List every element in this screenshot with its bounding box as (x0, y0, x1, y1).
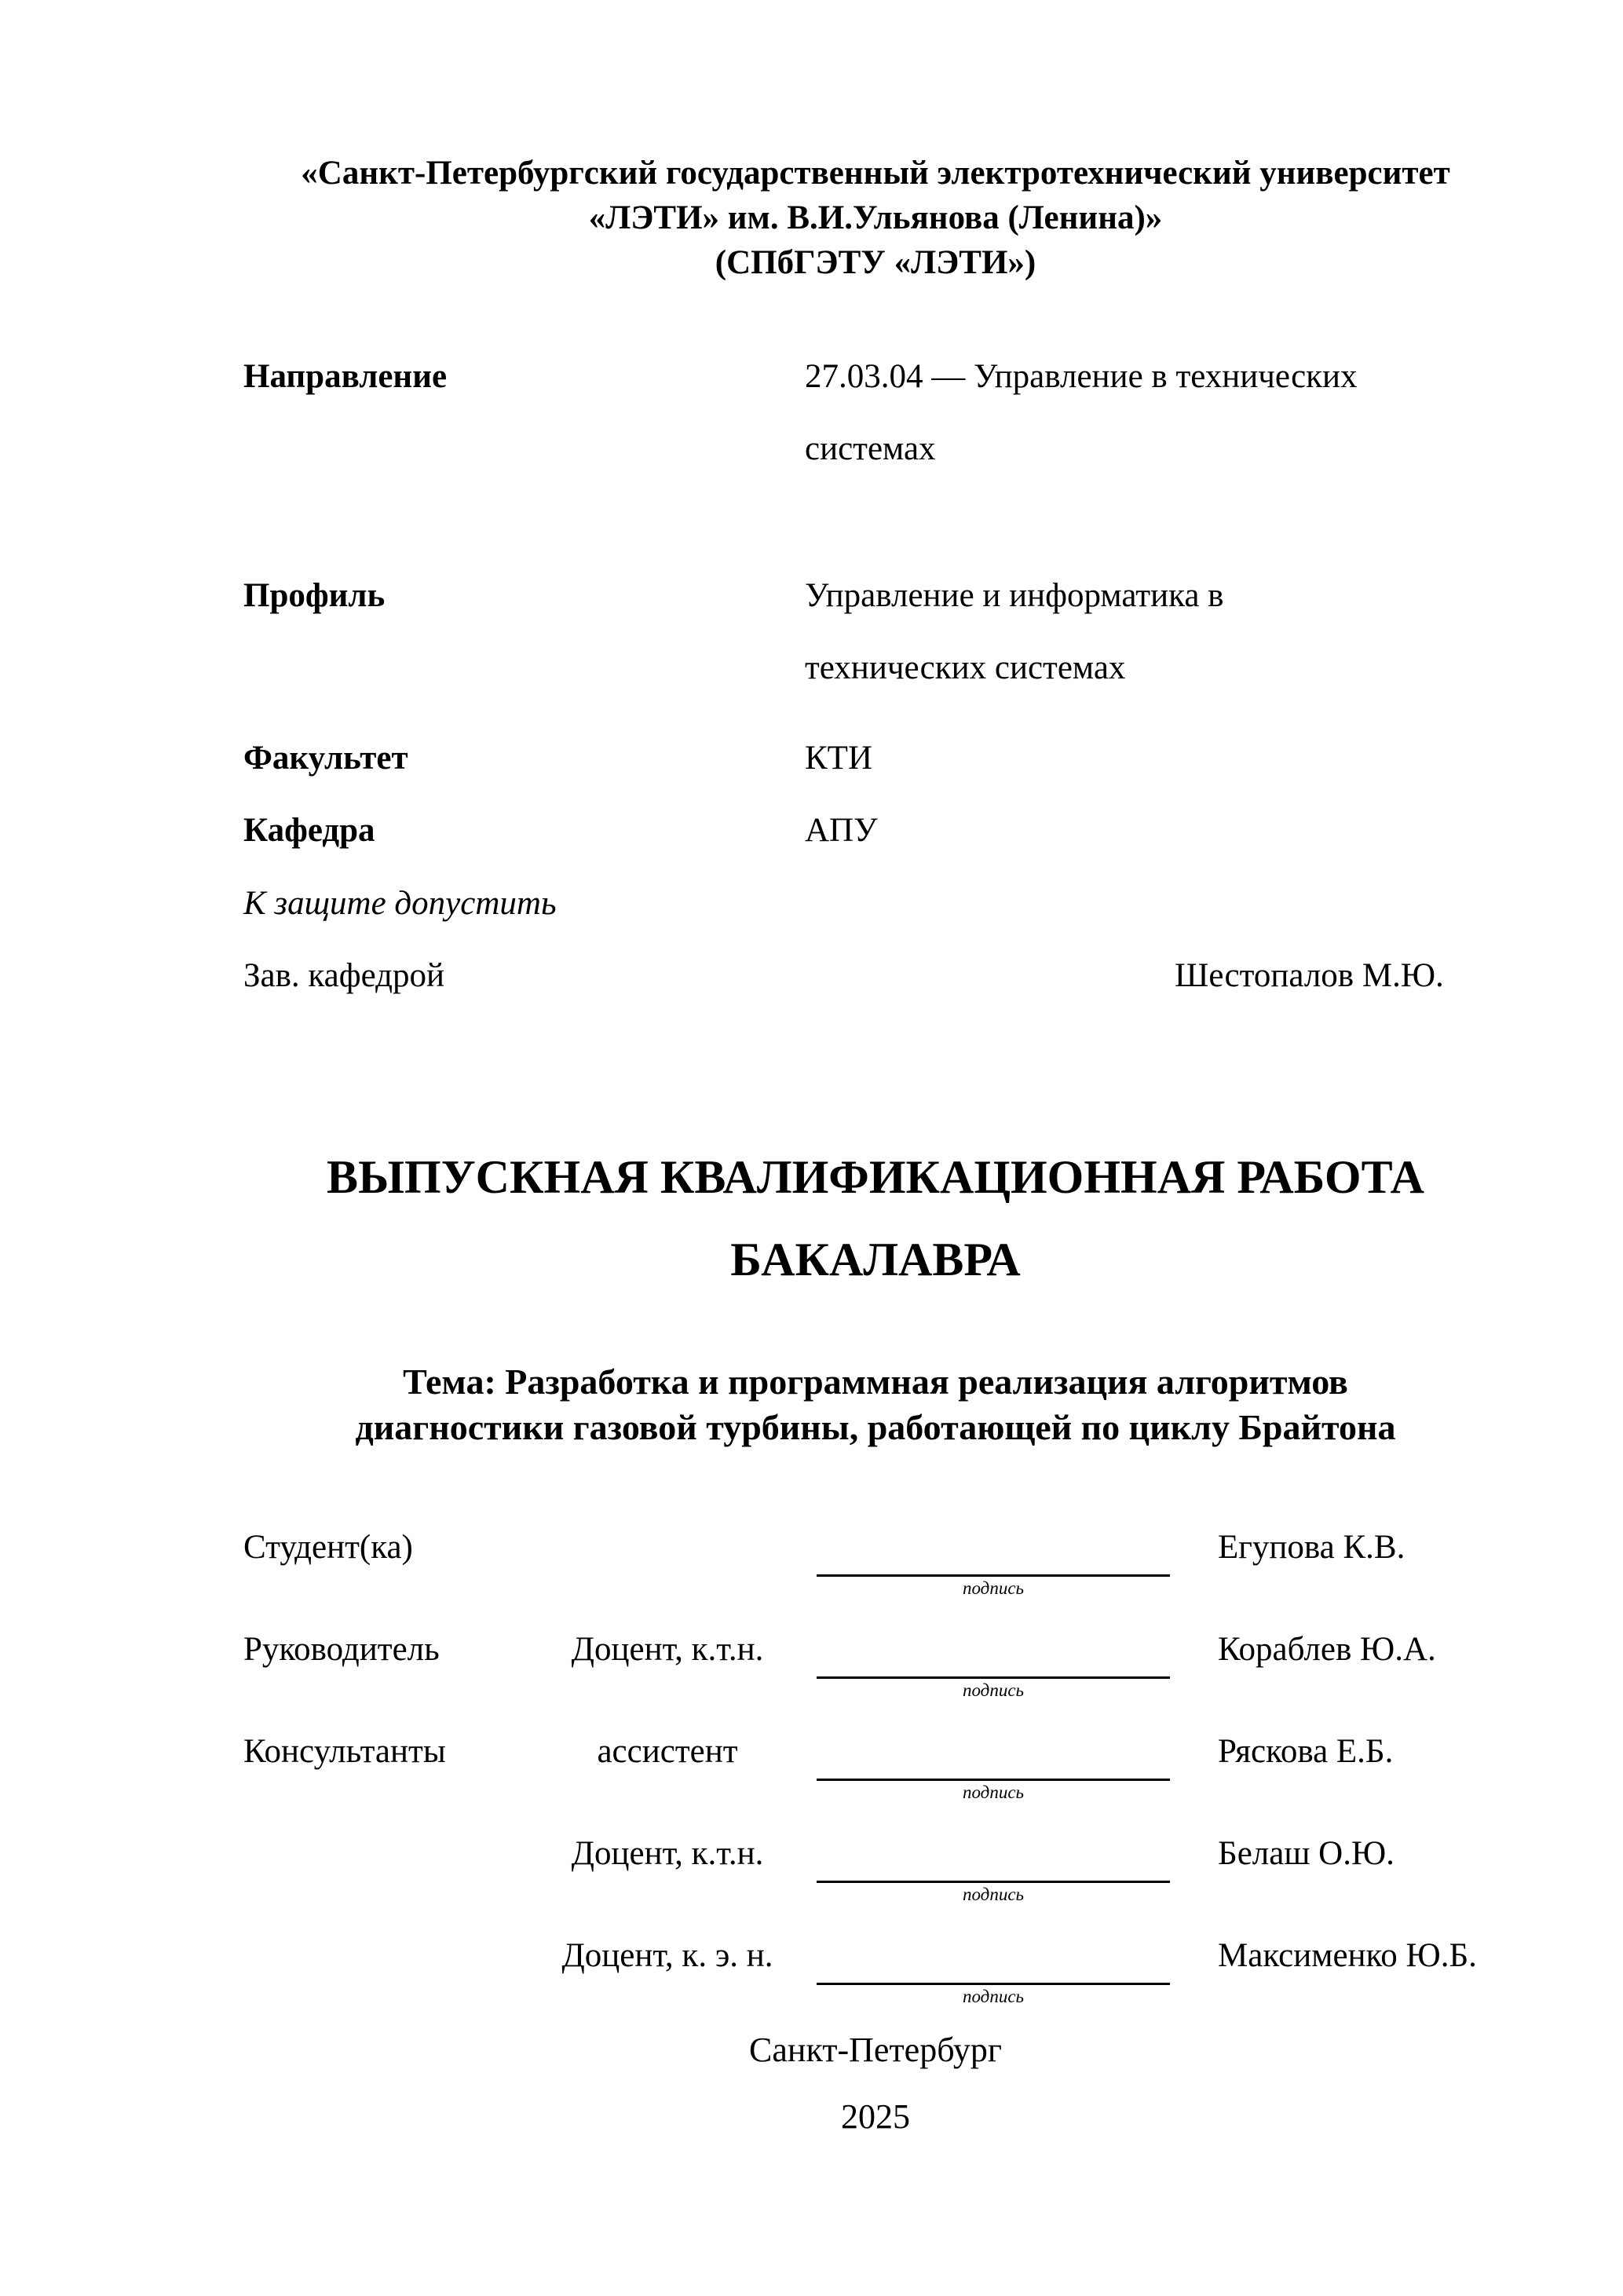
signature-name: Максименко Ю.Б. (1218, 1937, 1477, 1974)
thesis-topic-line-2: диагностики газовой турбины, работающей по циклу Брайтона (355, 1407, 1396, 1447)
signature-degree: Доцент, к. э. н. (561, 1937, 773, 1974)
content-area (243, 0, 1508, 2296)
signature-caption: подпись (962, 1885, 1024, 1904)
field-value-profile-line-1: Управление и информатика в (805, 577, 1224, 614)
university-header (243, 151, 1508, 285)
university-header-line-2: «ЛЭТИ» им. В.И.Ульянова (Ленина)» (588, 199, 1163, 236)
signature-caption: подпись (962, 1782, 1024, 1802)
field-value-profile-line-2: технических системах (805, 649, 1126, 686)
signature-line (817, 1530, 1170, 1577)
field-label-faculty: Факультет (243, 740, 408, 777)
signature-degree: ассистент (597, 1733, 738, 1770)
admission-approver-name: Шестопалов М.Ю. (1175, 957, 1444, 994)
signature-field (817, 1837, 1170, 1903)
signature-degree: Доцент, к.т.н. (571, 1631, 764, 1668)
signature-row-consultant-2 (243, 1837, 1508, 1923)
signature-role: Студент(ка) (243, 1529, 413, 1566)
thesis-topic-line-1: Тема: Разработка и программная реализация алгоритмов (403, 1362, 1348, 1402)
signature-field (817, 1632, 1170, 1699)
field-value-faculty: КТИ (805, 740, 872, 777)
signature-row-supervisor (243, 1632, 1508, 1719)
admission-note: К защите допустить (243, 885, 557, 922)
signature-line (817, 1632, 1170, 1679)
signature-name: Белаш О.Ю. (1218, 1835, 1395, 1872)
signature-name: Егупова К.В. (1218, 1529, 1406, 1566)
signature-row-student (243, 1530, 1508, 1617)
university-header-line-1: «Санкт-Петербургский государственный электротехнический университет (301, 155, 1450, 192)
signature-line (817, 1735, 1170, 1781)
field-value-department: АПУ (805, 812, 878, 849)
admission-approver-label: Зав. кафедрой (243, 957, 445, 994)
field-value-direction-line-2: системах (805, 430, 936, 467)
signature-row-consultant-3 (243, 1939, 1508, 2025)
field-label-profile: Профиль (243, 577, 386, 614)
signature-line (817, 1939, 1170, 1985)
field-label-department: Кафедра (243, 812, 375, 849)
signature-degree: Доцент, к.т.н. (571, 1835, 764, 1872)
signature-role: Руководитель (243, 1631, 440, 1668)
field-label-direction: Направление (243, 358, 448, 395)
university-header-line-3: (СПбГЭТУ «ЛЭТИ») (715, 244, 1036, 281)
signature-caption: подпись (962, 1578, 1024, 1598)
signature-caption: подпись (962, 1680, 1024, 1700)
signature-name: Ряскова Е.Б. (1218, 1733, 1394, 1770)
footer-year: 2025 (841, 2097, 910, 2136)
signature-line (817, 1837, 1170, 1883)
signature-row-consultant-1 (243, 1735, 1508, 1821)
footer-city: Санкт-Петербург (749, 2031, 1002, 2069)
signature-field (817, 1530, 1170, 1597)
thesis-title-line-1: ВЫПУСКНАЯ КВАЛИФИКАЦИОННАЯ РАБОТА (327, 1151, 1424, 1203)
signature-role: Консультанты (243, 1733, 446, 1770)
signature-field (817, 1735, 1170, 1801)
signature-caption: подпись (962, 1987, 1024, 2006)
thesis-title-line-2: БАКАЛАВРА (730, 1234, 1021, 1285)
signature-field (817, 1939, 1170, 2005)
field-value-direction-line-1: 27.03.04 — Управление в технических (805, 358, 1358, 395)
signature-name: Кораблев Ю.А. (1218, 1631, 1436, 1668)
